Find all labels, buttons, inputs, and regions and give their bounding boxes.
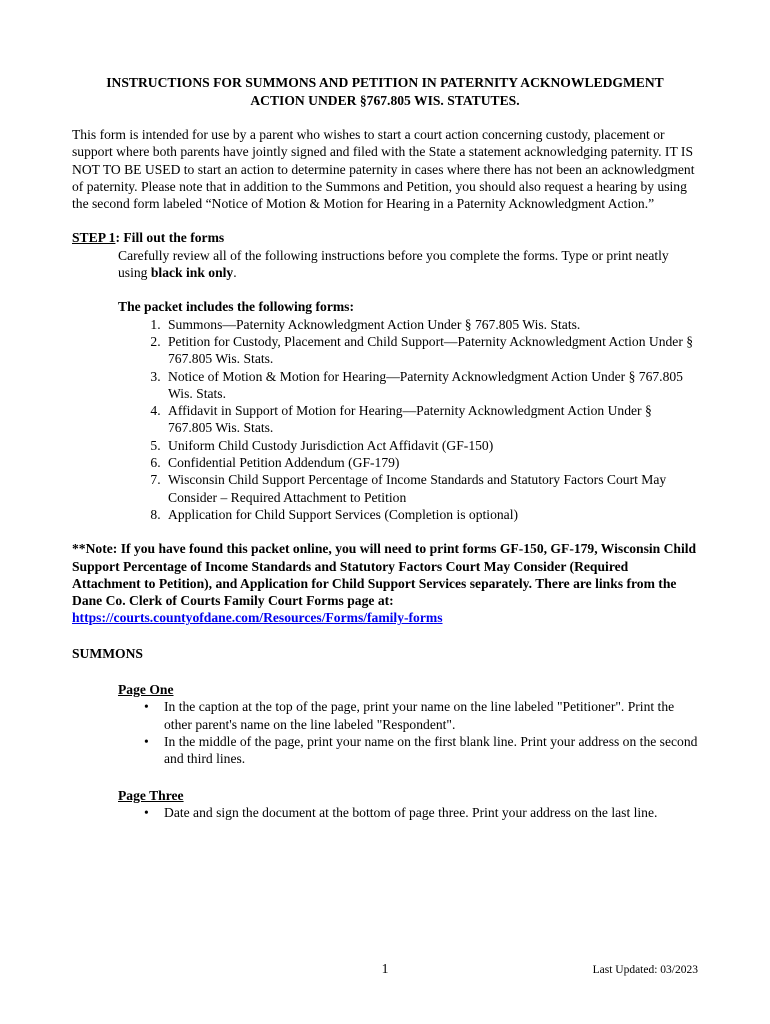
page-number: 1: [381, 961, 389, 976]
step-1-instructions: [72, 247, 698, 282]
list-item: 4. Affidavit in Support of Motion for Hearing—Paternity Acknowledgment Action Under § 767.805 Wis. Stats.: [164, 402, 698, 437]
page-one-bullets: [72, 698, 698, 767]
title-line-1: INSTRUCTIONS FOR SUMMONS AND PETITION IN PATERNITY ACKNOWLEDGMENT: [106, 75, 664, 90]
list-item: • Date and sign the document at the bottom of page three. Print your address on the last line.: [164, 804, 698, 821]
step-1-heading: [72, 229, 698, 246]
list-item: 3. Notice of Motion & Motion for Hearing—Paternity Acknowledgment Action Under § 767.805 Wis. Stats.: [164, 368, 698, 403]
online-note: [72, 540, 698, 626]
intro-paragraph: This form is intended for use by a parent who wishes to start a court action concerning custody, placement or support where both parents have jointly signed and filed with the State a statement acknowledging paternity. IT IS NOT TO BE USED to start an action to determine paternity in cases where there has not been an acknowledgment of paternity. Please note that in addition to the Summons and Petition, you should also request a hearing by using the second form labeled “Notice of Motion & Motion for Hearing in a Paternity Acknowledgment Action.”: [72, 127, 695, 212]
page-three-bullets: [72, 804, 698, 821]
packet-forms-list: [72, 316, 698, 524]
step-1-text-end: .: [233, 265, 237, 281]
page-three-heading: Page Three: [118, 787, 184, 803]
list-item: 6. Confidential Petition Addendum (GF-179): [164, 454, 698, 471]
summons-heading: SUMMONS: [72, 645, 143, 661]
page-one-heading: Page One: [118, 682, 174, 698]
packet-heading: The packet includes the following forms:: [118, 299, 354, 315]
family-forms-link[interactable]: https://courts.countyofdane.com/Resources/Forms/family-forms: [72, 610, 443, 626]
list-item: • In the caption at the top of the page, print your name on the line labeled "Petitioner". Print the other parent's name on the line labeled "Respondent".: [164, 698, 698, 733]
title-line-2: ACTION UNDER §767.805 WIS. STATUTES.: [250, 93, 520, 108]
step-1-bold-text: black ink only: [150, 265, 234, 281]
list-item: • In the middle of the page, print your name on the first blank line. Print your address on the second and third lines.: [164, 733, 698, 768]
list-item: 2. Petition for Custody, Placement and Child Support—Paternity Acknowledgment Action Under § 767.805 Wis. Stats.: [164, 333, 698, 368]
note-text: **Note: If you have found this packet online, you will need to print forms GF-150, GF-179, Wisconsin Child Support Percentage of Income Standards and Statutory Factors Court May Consider (Required Attachment to Petition), and Application for Child Support Services separately. There are links from the Dane Co. Clerk of Courts Family Court Forms page at:: [72, 541, 697, 609]
document-title: [72, 74, 698, 110]
last-updated: Last Updated: 03/2023: [592, 964, 698, 976]
list-item: 1. Summons—Paternity Acknowledgment Action Under § 767.805 Wis. Stats.: [164, 316, 698, 333]
list-item: 8. Application for Child Support Services (Completion is optional): [164, 506, 698, 523]
list-item: 7. Wisconsin Child Support Percentage of Income Standards and Statutory Factors Court May Consider – Required Attachment to Petition: [164, 471, 698, 506]
list-item: 5. Uniform Child Custody Jurisdiction Act Affidavit (GF-150): [164, 437, 698, 454]
step-1-text: Carefully review all of the following instructions before you complete the forms. Type or print neatly using: [118, 247, 669, 281]
step-1-title: : Fill out the forms: [115, 230, 225, 246]
step-1-section: [72, 229, 698, 523]
step-1-label: STEP 1: [72, 230, 116, 246]
